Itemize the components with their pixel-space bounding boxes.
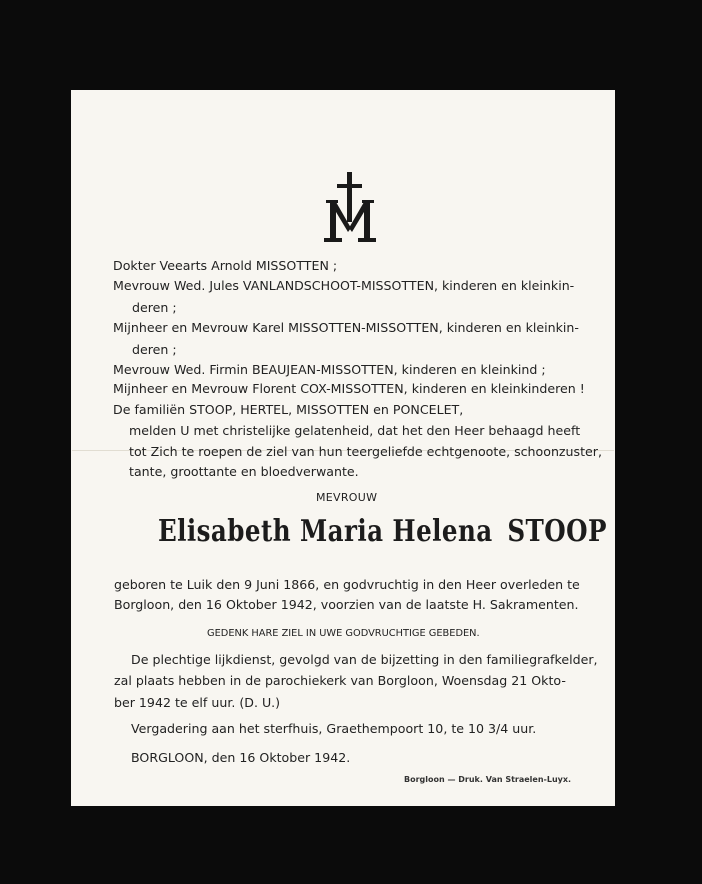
- announcement-line: tot Zich te roepen de ziel van hun teergeliefde echtgenoote, schoonzuster,: [129, 444, 602, 459]
- family-line: Mijnheer en Mevrouw Florent COX-MISSOTTEN, kinderen en kleinkinderen !: [113, 381, 585, 396]
- family-line: Dokter Veearts Arnold MISSOTTEN ;: [113, 258, 338, 273]
- funeral-line: ber 1942 te elf uur. (D. U.): [114, 695, 281, 710]
- birth-death-line: Borgloon, den 16 Oktober 1942, voorzien van de laatste H. Sakramenten.: [114, 597, 579, 612]
- family-line: De familiën STOOP, HERTEL, MISSOTTEN en PONCELET,: [113, 402, 464, 417]
- meeting-line: Vergadering aan het sterfhuis, Graethempoort 10, te 10 3/4 uur.: [131, 721, 537, 736]
- deceased-name: [158, 514, 607, 549]
- announcement-line: melden U met christelijke gelatenheid, dat het den Heer behaagd heeft: [129, 423, 581, 438]
- family-line: Mevrouw Wed. Jules VANLANDSCHOOT-MISSOTTEN, kinderen en kleinkin-: [113, 278, 575, 293]
- birth-death-line: geboren te Luik den 9 Juni 1866, en godvruchtig in den Heer overleden te: [114, 577, 580, 592]
- place-date-line: BORGLOON, den 16 Oktober 1942.: [131, 750, 351, 765]
- marian-cross-monogram-icon: [318, 172, 382, 244]
- funeral-line: De plechtige lijkdienst, gevolgd van de bijzetting in den familiegrafkelder,: [131, 652, 598, 667]
- family-line: Mijnheer en Mevrouw Karel MISSOTTEN-MISSOTTEN, kinderen en kleinkin-: [113, 320, 579, 335]
- funeral-line: zal plaats hebben in de parochiekerk van Borgloon, Woensdag 21 Okto-: [114, 673, 566, 688]
- printer-credit: Borgloon — Druk. Van Straelen-Luyx.: [404, 775, 572, 784]
- announcement-line: tante, groottante en bloedverwante.: [129, 464, 359, 479]
- family-line: deren ;: [132, 342, 177, 357]
- deceased-given-names: Elisabeth Maria Helena: [158, 514, 493, 549]
- prayer-request: GEDENK HARE ZIEL IN UWE GODVRUCHTIGE GEBEDEN.: [207, 628, 480, 639]
- family-line: Mevrouw Wed. Firmin BEAUJEAN-MISSOTTEN, kinderen en kleinkind ;: [113, 362, 546, 377]
- deceased-family-name: STOOP: [507, 514, 607, 549]
- family-line: deren ;: [132, 300, 177, 315]
- mevrouw-heading: MEVROUW: [316, 491, 378, 504]
